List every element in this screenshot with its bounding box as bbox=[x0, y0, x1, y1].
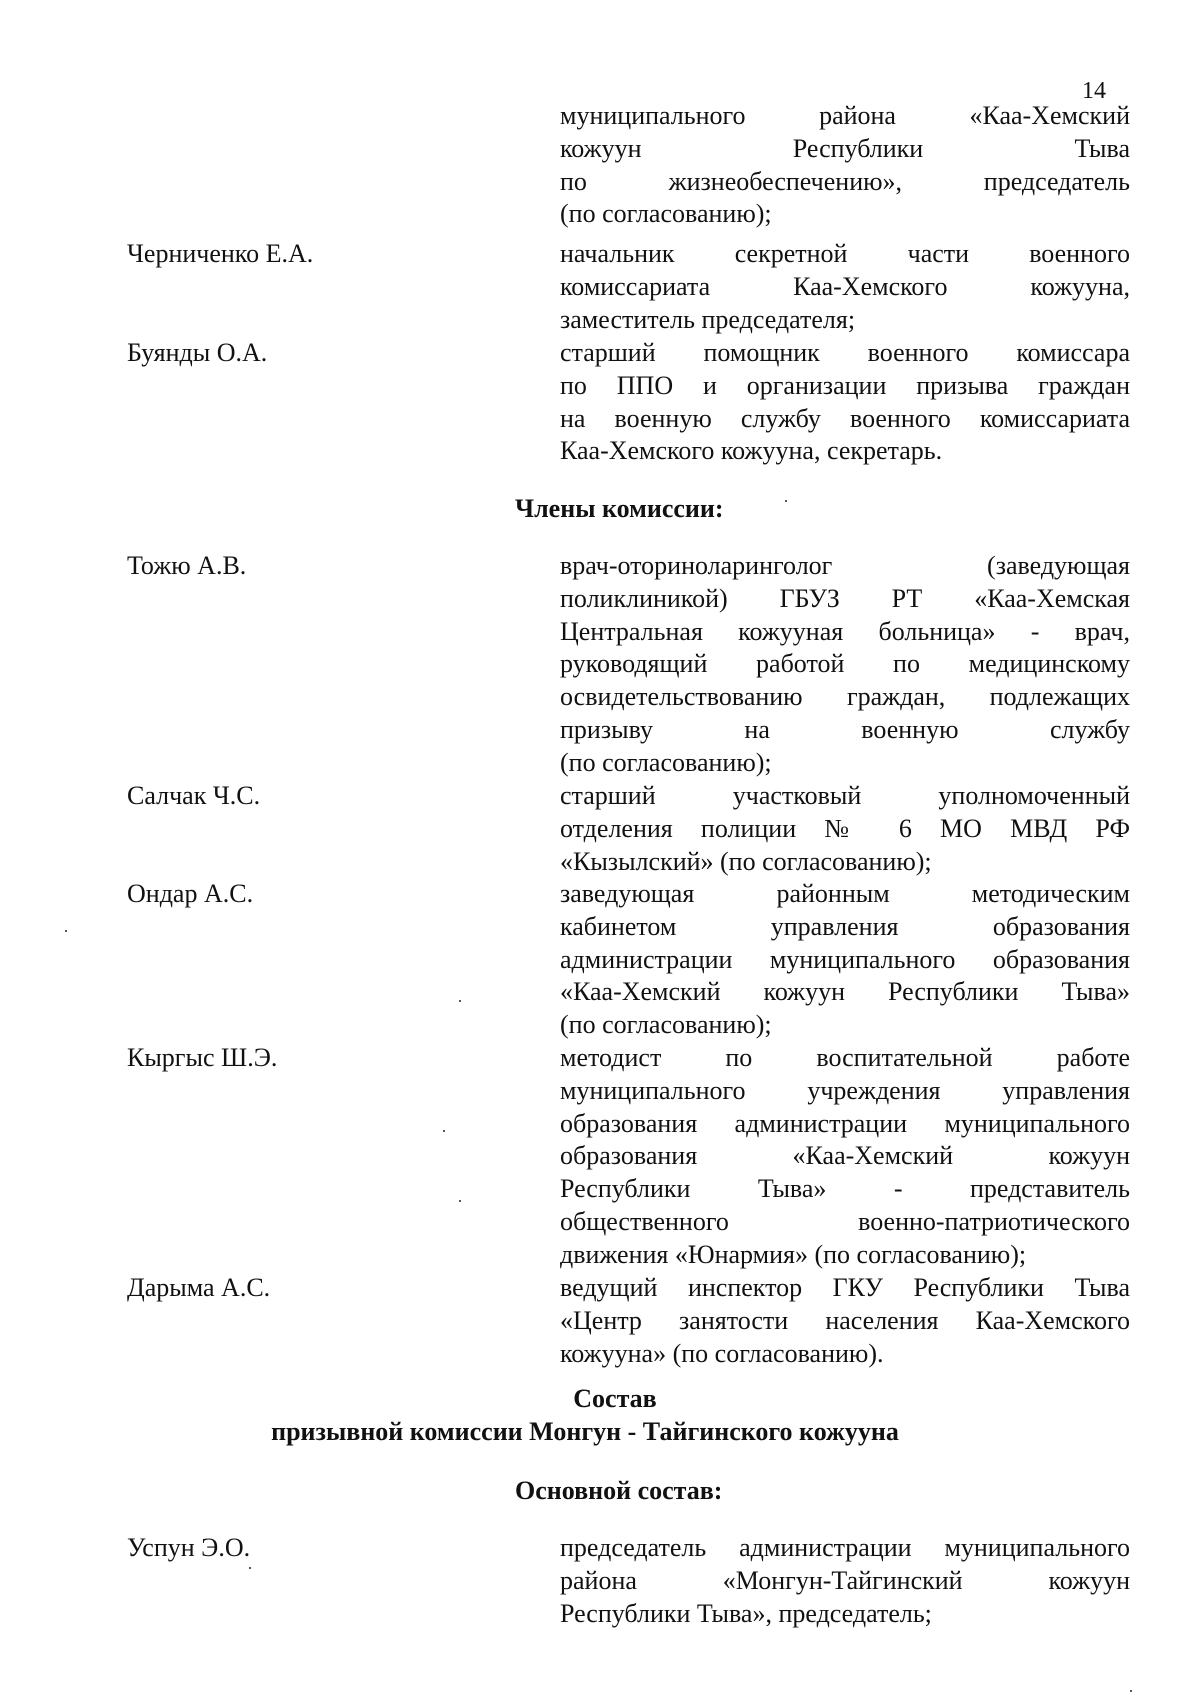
description-line: старший участковый уполномоченный bbox=[560, 781, 1130, 810]
scan-speck bbox=[249, 1567, 251, 1569]
description-line: общественного военно-патриотического bbox=[560, 1206, 1130, 1236]
description-line: (по согласованию); bbox=[560, 1010, 772, 1040]
member-name: Дарыма А.С. bbox=[127, 1273, 271, 1302]
description-line: врач-оториноларинголог (заведующая bbox=[560, 551, 1130, 580]
member-name: Салчак Ч.С. bbox=[127, 781, 261, 810]
description-line: по жизнеобеспечению», председатель bbox=[560, 166, 1130, 196]
description-line: образования «Каа-Хемский кожуун bbox=[560, 1141, 1130, 1171]
member-name: Ондар А.С. bbox=[127, 879, 254, 908]
description-line: Каа-Хемского кожууна, секретарь. bbox=[560, 436, 943, 466]
main-composition-heading: Основной состав: bbox=[515, 1476, 723, 1505]
composition-subtitle: призывной комиссии Монгун - Тайгинского кожууна bbox=[271, 1417, 899, 1446]
member-name: Успун Э.О. bbox=[127, 1533, 251, 1562]
description-line: (по согласованию); bbox=[560, 747, 772, 777]
entry-description bbox=[560, 238, 1130, 336]
description-line: Республики Тыва» - представитель bbox=[560, 1174, 1130, 1204]
description-line: руководящий работой по медицинскому bbox=[560, 649, 1130, 679]
description-line: «Каа-Хемский кожуун Республики Тыва» bbox=[560, 977, 1130, 1007]
entry-description bbox=[560, 550, 1130, 780]
description-line: района «Монгун-Тайгинский кожуун bbox=[560, 1565, 1130, 1595]
description-line: заведующая районным методическим bbox=[560, 879, 1130, 908]
members-heading: Члены комиссии: bbox=[515, 494, 724, 523]
description-line: методист по воспитательной работе bbox=[560, 1043, 1130, 1072]
entry-description bbox=[560, 878, 1130, 1042]
scan-speck bbox=[1130, 1690, 1132, 1692]
entry-description bbox=[560, 1532, 1130, 1630]
description-line: муниципального района «Каа-Хемский bbox=[560, 101, 1130, 130]
description-line: освидетельствованию граждан, подлежащих bbox=[560, 682, 1130, 712]
member-name: Кыргыс Ш.Э. bbox=[127, 1043, 278, 1072]
entry-description bbox=[560, 100, 1130, 231]
description-line: Республики Тыва», председатель; bbox=[560, 1598, 932, 1628]
description-line: начальник секретной части военного bbox=[560, 239, 1130, 268]
entry-description bbox=[560, 337, 1130, 468]
scan-speck bbox=[459, 1000, 461, 1002]
description-line: на военную службу военного комиссариата bbox=[560, 403, 1130, 433]
entry-description bbox=[560, 1042, 1130, 1272]
description-line: комиссариата Каа-Хемского кожууна, bbox=[560, 271, 1130, 301]
description-line: заместитель председателя; bbox=[560, 304, 856, 334]
description-line: администрации муниципального образования bbox=[560, 944, 1130, 974]
member-name: Буянды О.А. bbox=[127, 338, 268, 367]
description-line: по ППО и организации призыва граждан bbox=[560, 370, 1130, 400]
description-line: председатель администрации муниципального bbox=[560, 1533, 1130, 1562]
description-line: «Кызылский» (по согласованию); bbox=[560, 846, 932, 876]
member-name: Черниченко Е.А. bbox=[127, 239, 314, 268]
scan-speck bbox=[443, 1130, 445, 1132]
description-line: старший помощник военного комиссара bbox=[560, 338, 1130, 367]
description-line: кожуун Республики Тыва bbox=[560, 133, 1130, 163]
composition-title: Состав bbox=[573, 1384, 657, 1413]
entry-description bbox=[560, 1272, 1130, 1370]
description-line: муниципального учреждения управления bbox=[560, 1075, 1130, 1105]
description-line: образования администрации муниципального bbox=[560, 1108, 1130, 1138]
description-line: Центральная кожууная больница» - врач, bbox=[560, 616, 1130, 646]
description-line: «Центр занятости населения Каа-Хемского bbox=[560, 1305, 1130, 1335]
scan-speck bbox=[459, 1200, 461, 1202]
page-number: 14 bbox=[1082, 78, 1106, 104]
scan-speck bbox=[785, 500, 787, 502]
description-line: кабинетом управления образования bbox=[560, 911, 1130, 941]
description-line: (по согласованию); bbox=[560, 199, 772, 229]
member-name: Тожю А.В. bbox=[127, 551, 247, 580]
description-line: движения «Юнармия» (по согласованию); bbox=[560, 1239, 1027, 1269]
description-line: отделения полиции № 6 МО МВД РФ bbox=[560, 813, 1130, 843]
entry-description bbox=[560, 780, 1130, 878]
description-line: ведущий инспектор ГКУ Республики Тыва bbox=[560, 1273, 1130, 1302]
description-line: кожууна» (по согласованию). bbox=[560, 1338, 884, 1368]
scan-speck bbox=[65, 930, 67, 932]
description-line: призыву на военную службу bbox=[560, 714, 1130, 744]
description-line: поликлиникой) ГБУЗ РТ «Каа-Хемская bbox=[560, 583, 1130, 613]
